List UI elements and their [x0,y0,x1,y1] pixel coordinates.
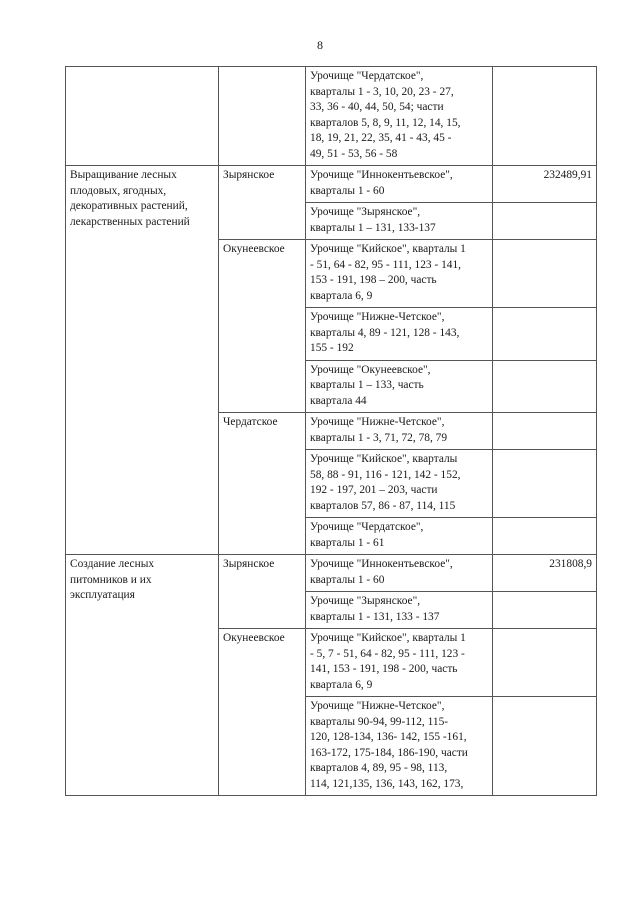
area-value-cell [493,308,597,361]
tract-cell: Урочище "Иннокентьевское", кварталы 1 - 60 [306,555,493,592]
forestry-cell: Окунеевское [219,240,306,413]
tract-cell: Урочище "Кийское", кварталы 1 - 51, 64 - 82, 95 - 111, 123 - 141, 153 - 191, 198 – 200, часть квартала 6, 9 [306,240,493,308]
area-value-cell [493,240,597,308]
tract-cell: Урочище "Кийское", кварталы 58, 88 - 91, 116 - 121, 142 - 152, 192 - 197, 201 – 203, части кварталов 57, 86 - 87, 114, 115 [306,450,493,518]
table-row [66,166,597,203]
tract-cell: Урочище "Окунеевское", кварталы 1 – 133, часть квартала 44 [306,360,493,413]
table-row [66,555,597,592]
area-value-cell [493,592,597,629]
area-value-cell [493,203,597,240]
area-value-cell [493,697,597,796]
activity-cell [66,67,219,166]
area-value-cell: 231808,9 [493,555,597,592]
area-value-cell [493,67,597,166]
area-value-cell [493,450,597,518]
tract-cell: Урочище "Чердатское", кварталы 1 - 3, 10, 20, 23 - 27, 33, 36 - 40, 44, 50, 54; части кварталов 5, 8, 9, 11, 12, 14, 15, 18, 19, 21, 22, 35, 41 - 43, 45 - 49, 51 - 53, 56 - 58 [306,67,493,166]
tract-cell: Урочище "Зырянское", кварталы 1 - 131, 133 - 137 [306,592,493,629]
tract-cell: Урочище "Зырянское", кварталы 1 – 131, 133-137 [306,203,493,240]
area-value-cell [493,413,597,450]
forestry-cell: Чердатское [219,413,306,555]
area-value-cell: 232489,91 [493,166,597,203]
page-number: 8 [317,38,323,52]
tract-cell: Урочище "Иннокентьевское", кварталы 1 - 60 [306,166,493,203]
table-row [66,67,597,166]
forestry-cell: Зырянское [219,166,306,240]
tract-cell: Урочище "Нижне-Четское", кварталы 90-94, 99-112, 115- 120, 128-134, 136- 142, 155 -161, 163-172, 175-184, 186-190, части кварталов 4, 89, 95 - 98, 113, 114, 121,135, 136, 143, 162, 173, [306,697,493,796]
forestry-cell: Окунеевское [219,629,306,796]
forestry-cell: Зырянское [219,555,306,629]
tract-cell: Урочище "Нижне-Четское", кварталы 1 - 3, 71, 72, 78, 79 [306,413,493,450]
activity-cell: Выращивание лесных плодовых, ягодных, декоративных растений, лекарственных растений [66,166,219,555]
tract-cell: Урочище "Кийское", кварталы 1 - 5, 7 - 51, 64 - 82, 95 - 111, 123 - 141, 153 - 191, 198 - 200, часть квартала 6, 9 [306,629,493,697]
tract-cell: Урочище "Нижне-Четское", кварталы 4, 89 - 121, 128 - 143, 155 - 192 [306,308,493,361]
area-value-cell [493,629,597,697]
area-value-cell [493,360,597,413]
activity-cell: Создание лесных питомников и их эксплуатация [66,555,219,796]
area-value-cell [493,518,597,555]
forestry-cell [219,67,306,166]
forest-use-table [65,66,597,796]
tract-cell: Урочище "Чердатское", кварталы 1 - 61 [306,518,493,555]
